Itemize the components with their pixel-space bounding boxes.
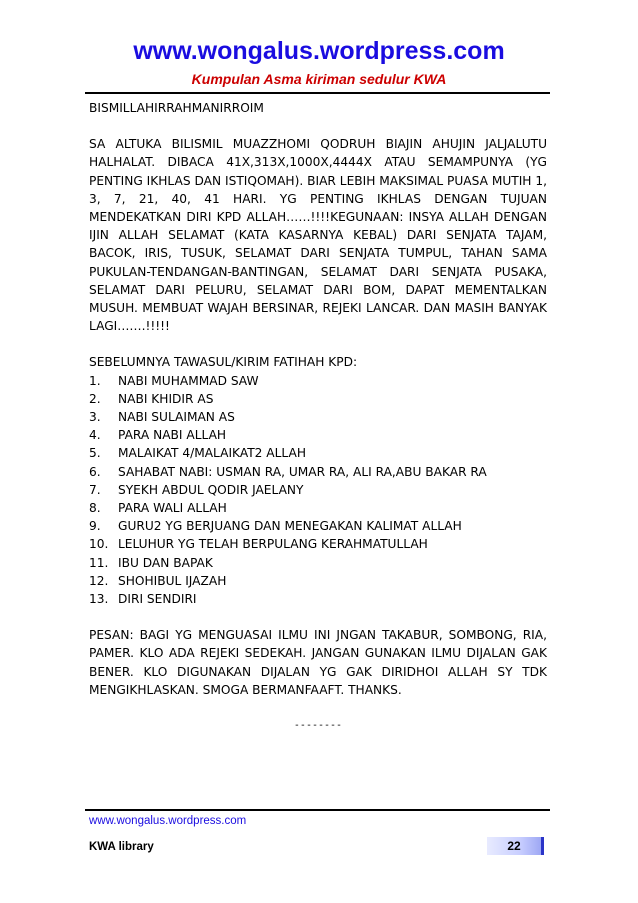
list-item — [89, 499, 547, 517]
list-item-text: PARA WALI ALLAH — [118, 501, 227, 516]
list-item — [89, 408, 547, 426]
list-item — [89, 517, 547, 535]
list-item — [89, 444, 547, 462]
list-item-number: 5. — [89, 446, 101, 461]
list-item-text: SHOHIBUL IJAZAH — [118, 573, 227, 588]
page-subtitle: Kumpulan Asma kiriman sedulur KWA — [191, 71, 447, 87]
list-item — [89, 463, 547, 481]
list-item-text: MALAIKAT 4/MALAIKAT2 ALLAH — [118, 446, 306, 461]
list-item-number: 6. — [89, 464, 101, 479]
list-item-text: GURU2 YG BERJUANG DAN MENEGAKAN KALIMAT ALLAH — [118, 519, 462, 534]
list-item-number: 7. — [89, 482, 101, 497]
list-item-number: 1. — [89, 373, 101, 388]
list-item-number: 10. — [89, 537, 109, 552]
list-item-number: 4. — [89, 428, 101, 443]
opening-line: BISMILLAHIRRAHMANIRROIM — [89, 101, 264, 115]
message-paragraph: PESAN: BAGI YG MENGUASAI ILMU INI JNGAN TAKABUR, SOMBONG, RIA, PAMER. KLO ADA REJEKI SEDEKAH. JANGAN GUNAKAN ILMU DIJALAN GAK BENER. KLO DIGUNAKAN DIJALAN YG GAK DIRIDHOI ALLAH SY TDK MENGIKHLASKAN. SMOGA BERMANFAAFT. THANKS. — [89, 628, 547, 697]
list-item-text: SAHABAT NABI: USMAN RA, UMAR RA, ALI RA,ABU BAKAR RA — [118, 464, 487, 479]
list-item — [89, 481, 547, 499]
list-item-text: NABI SULAIMAN AS — [118, 410, 235, 425]
footer-divider — [85, 809, 550, 811]
list-item — [89, 590, 547, 608]
site-title-link[interactable]: www.wongalus.wordpress.com — [133, 37, 505, 65]
tawasul-list — [89, 372, 547, 609]
list-item-number: 2. — [89, 391, 101, 406]
list-item — [89, 535, 547, 553]
list-item-text: NABI MUHAMMAD SAW — [118, 373, 259, 388]
list-item-text: SYEKH ABDUL QODIR JAELANY — [118, 482, 304, 497]
closing-separator: -------- — [293, 720, 343, 732]
footer-url-link[interactable]: www.wongalus.wordpress.com — [89, 815, 247, 827]
main-paragraph: SA ALTUKA BILISMIL MUAZZHOMI QODRUH BIAJIN AHUJIN JALJALUTU HALHALAT. DIBACA 41X,313X,1000X,4444X ATAU SEMAMPUNYA (YG PENTING IKHLAS DAN ISTIQOMAH). BIAR LEBIH MAKSIMAL PUASA MUTIH 1, 3, 7, 21, 40, 41 HARI. YG PENTING IKHLAS DENGAN TUJUAN MENDEKATKAN DIRI KPD ALLAH……!!!!KEGUNAAN: INSYA ALLAH DENGAN IJIN ALLAH SELAMAT (KATA KASARNYA KEBAL) DARI SENJATA TAJAM, BACOK, IRIS, TUSUK, SELAMAT DARI SENJATA TUMPUL, TAHAN SAMA PUKULAN-TENDANGAN-BANTINGAN, SELAMAT DARI SENJATA PUSAKA, SELAMAT DARI PELURU, SELAMAT DARI BOM, DAPAT MEMENTALKAN MUSUH. MEMBUAT WAJAH BERSINAR, REJEKI LANCAR. DAN MASIH BANYAK LAGI…….!!!!! — [89, 137, 547, 334]
document-body — [89, 99, 547, 735]
header-divider — [85, 92, 550, 94]
list-item-number: 9. — [89, 519, 101, 534]
list-item-text: PARA NABI ALLAH — [118, 428, 227, 443]
list-item-text: IBU DAN BAPAK — [118, 555, 213, 570]
list-item-text: DIRI SENDIRI — [118, 592, 197, 607]
list-item — [89, 390, 547, 408]
list-item — [89, 372, 547, 390]
list-item-number: 3. — [89, 410, 101, 425]
list-item-text: LELUHUR YG TELAH BERPULANG KERAHMATULLAH — [118, 537, 428, 552]
list-item — [89, 572, 547, 590]
footer-library-label: KWA library — [89, 841, 154, 853]
list-item — [89, 426, 547, 444]
page-number: 22 — [487, 837, 544, 855]
list-item-number: 12. — [89, 573, 109, 588]
list-item-text: NABI KHIDIR AS — [118, 391, 214, 406]
list-item-number: 11. — [89, 555, 109, 570]
list-item — [89, 554, 547, 572]
tawasul-intro: SEBELUMNYA TAWASUL/KIRIM FATIHAH KPD: — [89, 355, 358, 370]
list-item-number: 13. — [89, 592, 109, 607]
list-item-number: 8. — [89, 501, 101, 516]
